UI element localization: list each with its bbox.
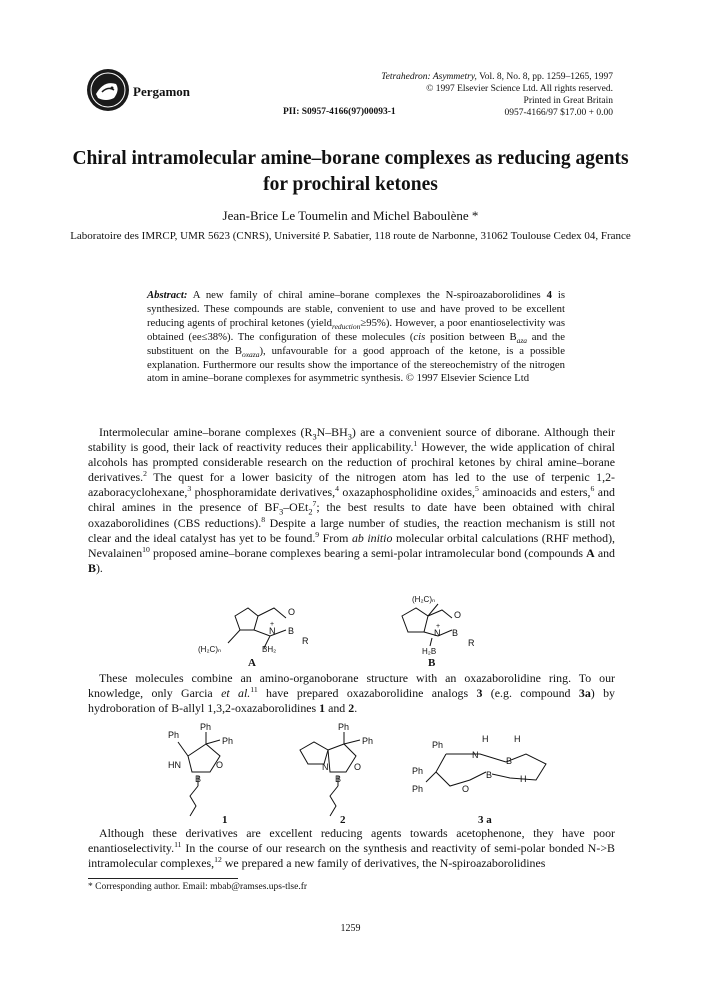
bh2-group: BH₂ (262, 645, 277, 654)
text: –OEt (283, 500, 309, 515)
journal-name: Tetrahedron: Asymmetry, (381, 72, 477, 82)
phenyl-label: Ph (362, 736, 374, 746)
compound-label-2: 2 (340, 814, 346, 824)
text: we prepared a new family of derivatives, the N-spiroazaborolidines (221, 856, 546, 871)
text: oxazaphospholidine oxides, (338, 485, 475, 500)
text: The quest for a lower basicity of the nitrogen atom has led to the use of terpenic 1,2-azaboracyclohexane, (88, 470, 615, 500)
reference-marker: 11 (250, 685, 258, 695)
subscript: 3 (347, 432, 352, 442)
text: aminoacids and esters, (478, 485, 591, 500)
structures-1-2-3a (150, 720, 570, 824)
substituent-r: R (468, 638, 475, 648)
text: However, the wide application of chiral alcohols has prompted considerable research on the reduction of prochiral ketones by chiral amine–borane derivatives. (88, 440, 615, 485)
pergamon-logo (86, 68, 130, 112)
volume-info: Vol. 8, No. 8, pp. 1259–1265, 1997 (476, 72, 613, 82)
text: and chiral amines in the presence of BF (88, 485, 615, 515)
reference-marker: 6 (590, 484, 595, 494)
atom-b: B (335, 774, 342, 784)
atom-b: B (506, 756, 513, 766)
methylene-chain: (H₂C)ₙ (412, 595, 436, 604)
compound-ref: 3 (476, 686, 483, 701)
reference-marker: 11 (174, 840, 182, 850)
subscript: 2 (308, 507, 313, 517)
phenyl-label: Ph (168, 730, 180, 740)
text: From (319, 530, 352, 545)
text: and (594, 545, 615, 560)
reference-marker: 12 (214, 855, 222, 865)
atom-n: N (472, 750, 479, 760)
compound-ref: 2 (348, 701, 355, 716)
abstract-label: Abstract: (147, 289, 188, 301)
compound-ref: 4 (546, 289, 552, 301)
italic-term: et al. (221, 686, 251, 701)
compound-ref: 1 (319, 701, 326, 716)
body-paragraph-3 (88, 826, 615, 871)
h2b-group: H₂B (422, 647, 437, 656)
text: have prepared oxazaborolidine analogs (257, 686, 477, 701)
atom-b: B (195, 774, 202, 784)
reference-marker: 1 (413, 439, 418, 449)
footnote (88, 882, 307, 892)
abstract-text: ≥95%). However, a poor enantioselectivity was obtained (ee≤38%). The configuration of these molecules ( (147, 316, 565, 343)
compound-label-3a: 3 a (478, 814, 492, 824)
structures-a-b (190, 588, 530, 668)
text: phosphoramidate derivatives, (191, 485, 336, 500)
publisher-name: Pergamon (133, 84, 191, 99)
text: proposed amine–borane complexes bearing a semi-polar intramolecular bond (compounds (149, 545, 587, 560)
structure-2 (300, 732, 360, 816)
text: Despite a large number of studies, the reaction mechanism is still not clear and the ideal catalyst has yet to be found. (88, 515, 615, 545)
footnote-text: Corresponding author. Email: mbab@ramses.ups-tlse.fr (95, 882, 308, 892)
phenyl-label: Ph (412, 766, 424, 776)
text: N–BH (316, 425, 348, 439)
abstract-text: A new family of chiral amine–borane complexes the N-spiroazaborolidines (187, 289, 547, 301)
affiliation: Laboratoire des IMRCP, UMR 5623 (CNRS), Université P. Sabatier, 118 route de Narbonne, 31062 Toulouse Cedex 04, France (70, 230, 631, 242)
abstract-text: ), unfavourable for a good approach of the ketone, is a possible explanation. Furthermore our results show the importance of the stereochemistry of the nitrogen atom in amine–borane complexes for asymmetric synthesis. © 1997 Elsevier Science Ltd (147, 344, 565, 385)
body-paragraph-1 (88, 425, 615, 576)
subscript: aza (516, 335, 528, 345)
reference-marker: 3 (187, 484, 192, 494)
compound-label-a: A (248, 657, 256, 668)
abstract-text: and the substituent on the B (147, 330, 565, 357)
issn-price: 0957-4166/97 $17.00 + 0.00 (504, 108, 613, 118)
reference-marker: 8 (261, 514, 266, 524)
page-number: 1259 (340, 923, 361, 934)
reference-marker: 10 (142, 544, 150, 554)
reference-marker: 2 (143, 469, 147, 479)
compound-ref: A (586, 545, 595, 560)
copyright-notice: © 1997 Elsevier Science Ltd. All rights reserved. (426, 84, 613, 94)
text: ; the best results to date have been obtained with chiral oxazaborolidines (CBS reductions). (88, 500, 615, 530)
substituent-r: R (302, 636, 309, 646)
journal-citation (381, 71, 613, 83)
text: and (325, 701, 349, 716)
compound-ref: B (88, 560, 96, 575)
reference-marker: 7 (312, 499, 317, 509)
compound-label-1: 1 (222, 814, 228, 824)
text: (e.g. compound (482, 686, 579, 701)
abstract (147, 289, 565, 386)
atom-o: O (354, 762, 362, 772)
text: ). (95, 560, 103, 575)
atom-o: O (216, 760, 224, 770)
atom-b: B (288, 626, 295, 636)
body-paragraph-2 (88, 671, 615, 716)
structure-a (228, 608, 286, 648)
atom-b: B (486, 770, 493, 780)
hydrogen-label: H (520, 774, 527, 784)
subscript: oxaza (241, 349, 260, 359)
text: ) by hydroboration of B-allyl 1,3,2-oxazaborolidines (88, 686, 615, 716)
authors: Jean-Brice Le Toumelin and Michel Baboulène * (222, 208, 479, 223)
text: . (354, 701, 358, 716)
compound-ref: 3a (578, 686, 591, 701)
pii-code: PII: S0957-4166(97)00093-1 (283, 107, 396, 117)
abstract-text: position between B (425, 330, 517, 343)
text: These molecules combine an amino-organoborane structure with an oxazaborolidine ring. To our knowledge, only Garcia (88, 671, 615, 701)
subscript: 3 (279, 507, 284, 517)
atom-nh: HN (168, 760, 181, 770)
charge-plus: + (436, 623, 441, 630)
reference-marker: 5 (474, 484, 479, 494)
structure-b (402, 604, 452, 646)
atom-n: N (434, 628, 441, 638)
text: In the course of our research on the synthesis and reactivity of semi-polar bonded N->B intramolecular complexes, (88, 841, 615, 871)
subscript: reduction (331, 321, 361, 331)
article-title: Chiral intramolecular amine–borane complexes as reducing agents for prochiral ketones (72, 148, 629, 195)
compound-label-b: B (428, 657, 436, 668)
charge-plus: + (270, 621, 275, 628)
atom-b: B (452, 628, 459, 638)
atom-o: O (288, 607, 296, 617)
text: Intermolecular amine–borane complexes (R (99, 425, 313, 439)
phenyl-label: Ph (412, 784, 424, 794)
atom-n: N (322, 762, 329, 772)
printed-in: Printed in Great Britain (523, 96, 613, 106)
phenyl-label: Ph (338, 722, 350, 732)
phenyl-label: Ph (222, 736, 234, 746)
text: Although these derivatives are excellent reducing agents towards acetophenone, they have poor enantioselectivity. (88, 826, 615, 856)
text: molecular orbital calculations (RHF method), Nevalainen (88, 530, 615, 560)
methylene-chain: (H₂C)ₙ (198, 645, 222, 654)
hydrogen-label: H (482, 734, 489, 744)
text: ) are a convenient source of diborane. Although their stability is good, their lack of reactivity reduces their applicability. (88, 425, 615, 455)
atom-o: O (454, 610, 462, 620)
subscript: 3 (312, 432, 317, 442)
phenyl-label: Ph (432, 740, 444, 750)
atom-n: N (269, 626, 276, 636)
footnote-divider (88, 878, 238, 879)
hydrogen-label: H (514, 734, 521, 744)
italic-term: cis (413, 330, 426, 343)
abstract-text: is synthesized. These compounds are stable, convenient to use and have proved to be excellent reducing agents of prochiral ketones (yield (147, 289, 565, 329)
reference-marker: 4 (335, 484, 339, 494)
reference-marker: 9 (315, 529, 320, 539)
phenyl-label: Ph (200, 722, 212, 732)
atom-o: O (462, 784, 470, 794)
italic-term: ab initio (351, 530, 393, 545)
footnote-marker: * (88, 882, 96, 892)
